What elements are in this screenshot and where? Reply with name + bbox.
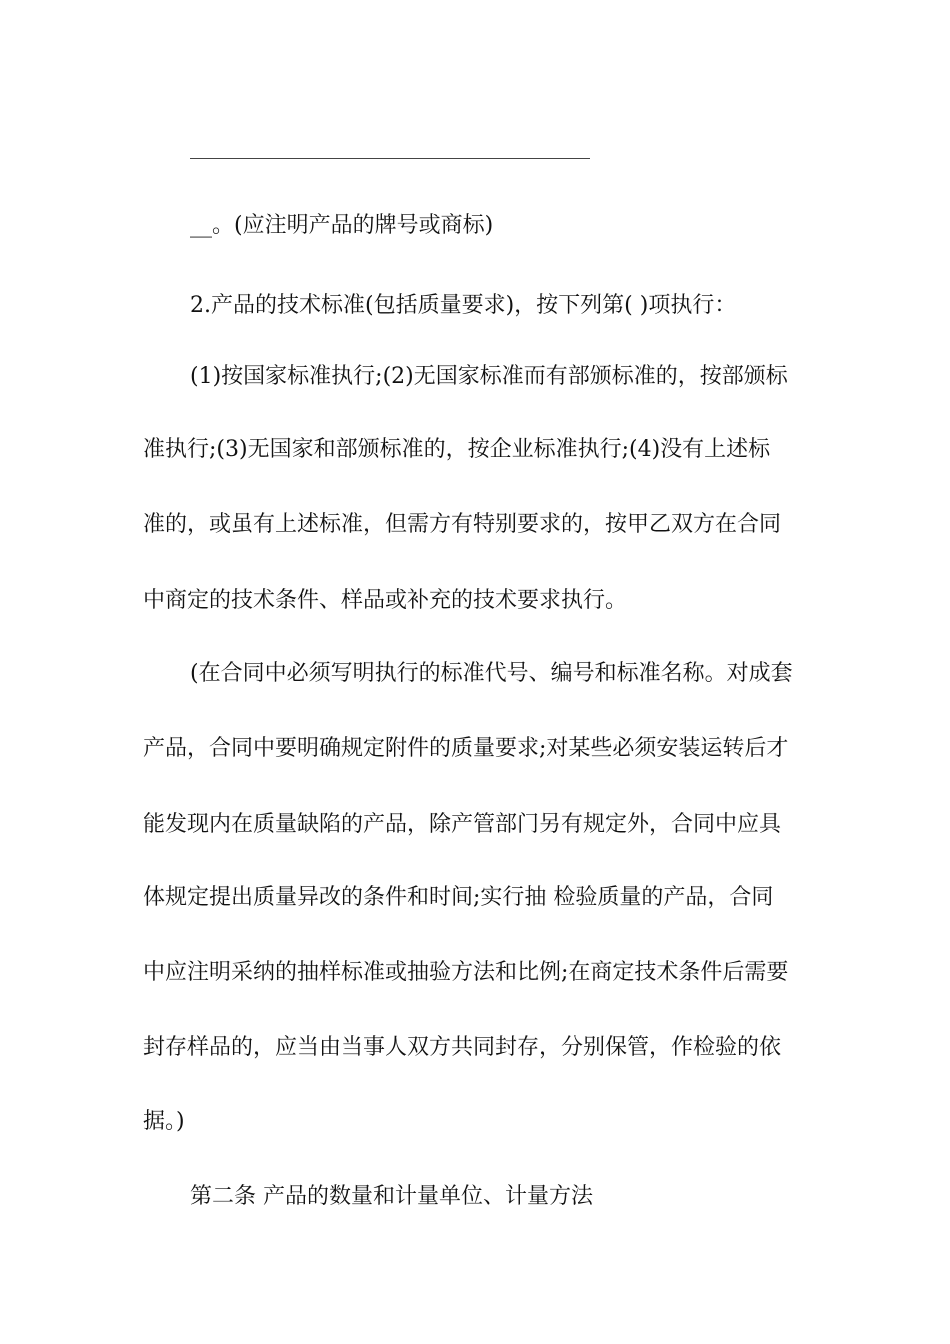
text-line: __。(应注明产品的牌号或商标) [190, 213, 494, 238]
text-line: 准的，或虽有上述标准，但需方有特别要求的，按甲乙双方在合同 [143, 512, 782, 537]
text-line: 据。) [143, 1109, 185, 1134]
text-line: 准执行;(3)无国家和部颁标准的，按企业标准执行;(4)没有上述标 [143, 437, 771, 462]
text-line: 产品，合同中要明确规定附件的质量要求;对某些必须安装运转后才 [143, 736, 789, 761]
text-line: 能发现内在质量缺陷的产品，除产管部门另有规定外，合同中应具 [143, 812, 782, 837]
text-line: 中商定的技术条件、样品或补充的技术要求执行。 [143, 588, 628, 613]
text-line: 体规定提出质量异改的条件和时间;实行抽 检验质量的产品，合同 [143, 885, 774, 910]
section-heading: 第二条 产品的数量和计量单位、计量方法 [190, 1184, 593, 1209]
text-line: (1)按国家标准执行;(2)无国家标准而有部颁标准的，按部颁标 [190, 364, 788, 389]
text-line: 封存样品的，应当由当事人双方共同封存，分别保管，作检验的依 [143, 1035, 782, 1060]
blank-underline [190, 158, 590, 159]
text-line: (在合同中必须写明执行的标准代号、编号和标准名称。对成套 [190, 661, 793, 686]
text-line: 2.产品的技术标准(包括质量要求)，按下列第( )项执行： [190, 293, 737, 318]
text-line: 中应注明采纳的抽样标准或抽验方法和比例;在商定技术条件后需要 [143, 960, 789, 985]
